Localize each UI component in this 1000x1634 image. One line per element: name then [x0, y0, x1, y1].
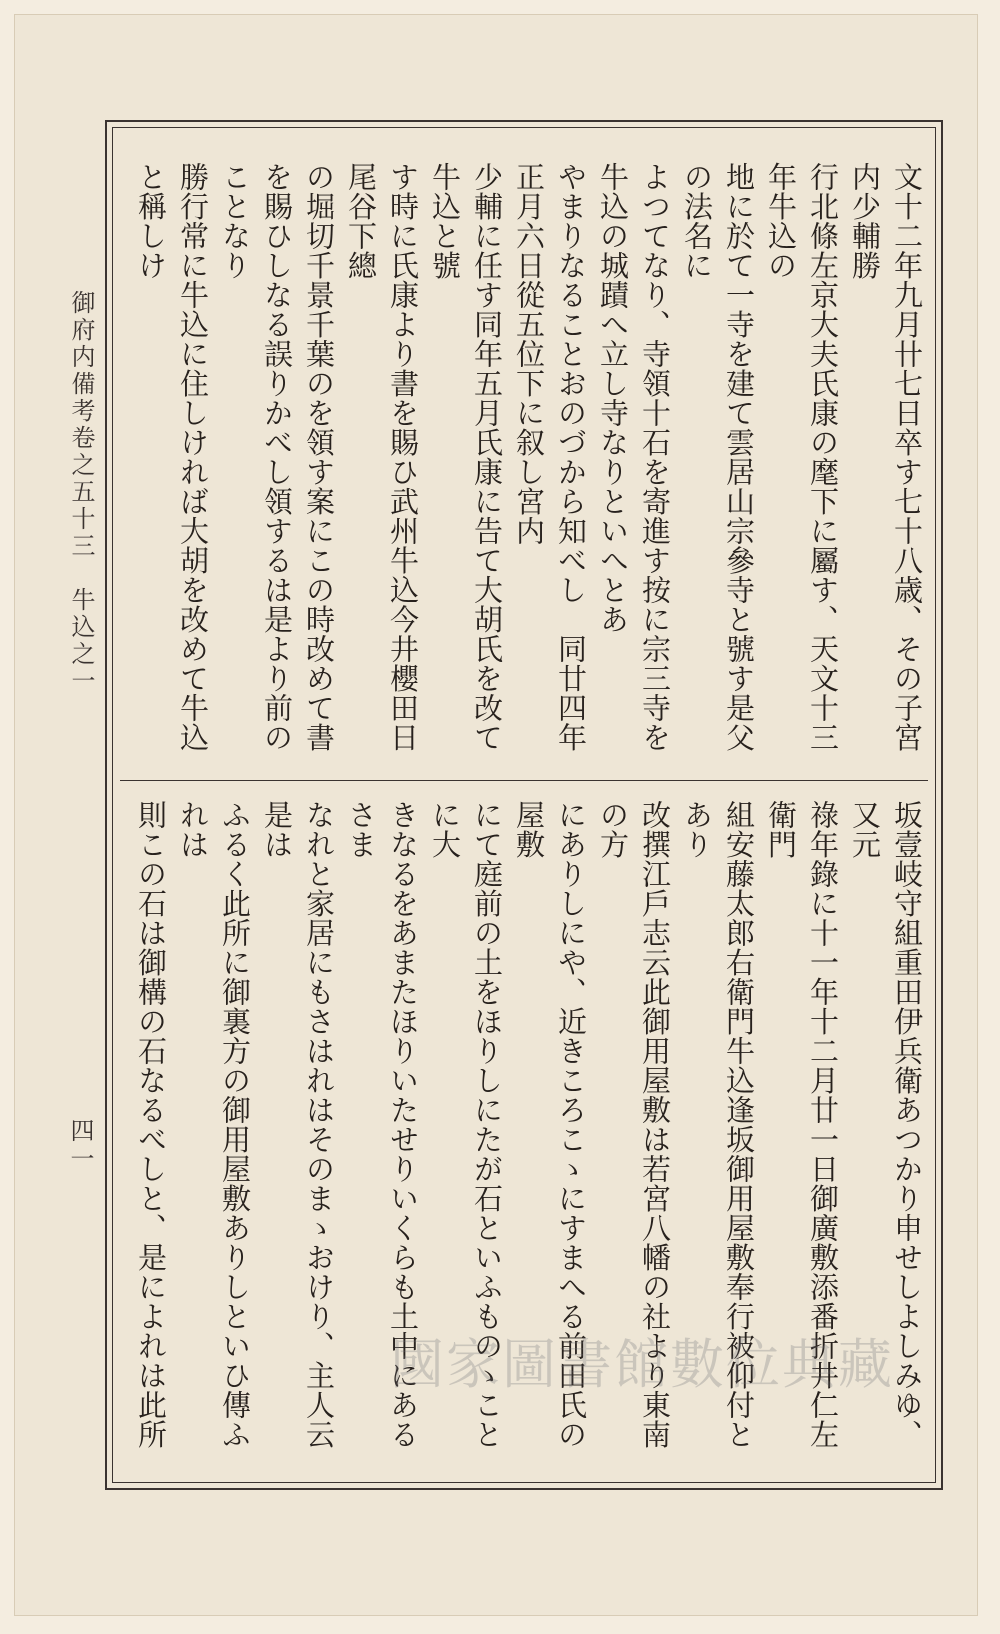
- upper-text-block: [134, 162, 928, 768]
- text-line: にありしにや、近きころこゝにすまへる前田氏の屋敷: [512, 800, 588, 1449]
- text-line: にて庭前の土をほりしにたが石といふものゝことに大: [428, 800, 504, 1449]
- text-line: きなるをあまたほりいたせりいくらも土中にあるさま: [344, 800, 420, 1449]
- text-line: 改撰江戶志云此御用屋敷は若宮八幡の社より東南の方: [596, 800, 672, 1449]
- text-line: なれと家居にもさはれはそのまゝおけり、主人云是は: [260, 800, 336, 1449]
- text-line: ふるく此所に御裏方の御用屋敷ありしといひ傳ふれは: [176, 800, 252, 1449]
- library-watermark: 國家圖書館數位典藏: [390, 1333, 894, 1396]
- running-header: 御府内備考卷之五十三 牛込之一: [67, 290, 95, 695]
- text-line: 勝行常に牛込に住しければ大胡を改めて牛込と稱しけ: [134, 162, 210, 752]
- text-line: 則この石は御構の石なるべしと、是によれは此所: [134, 800, 168, 1449]
- text-line: やまりなることおのづから知べし 同廿四年正月六日從五位下に叙し宮内: [512, 162, 588, 752]
- text-line: 組安藤太郎右衛門牛込逢坂御用屋敷奉行被仰付とあり: [680, 800, 756, 1449]
- text-line: 行北條左京大夫氏康の麾下に屬す、天文十三年牛込の: [764, 162, 840, 752]
- text-line: 文十二年九月卄七日卒す七十八歳、その子宮内少輔勝: [848, 162, 924, 752]
- text-line: 祿年錄に十一年十二月廿一日御廣敷添番折井仁左衛門: [764, 800, 840, 1449]
- text-line: よつてなり、寺領十石を寄進す按に宗三寺を牛込の城蹟へ立し寺なりといへとあ: [596, 162, 672, 752]
- text-line: す時に氏康より書を賜ひ武州牛込今井櫻田日尾谷下總: [344, 162, 420, 752]
- text-line: 地に於て一寺を建て雲居山宗參寺と號す是父の法名に: [680, 162, 756, 752]
- text-line: 少輔に任す同年五月氏康に告て大胡氏を改て牛込と號: [428, 162, 504, 752]
- text-line: の堀切千景千葉のを領す案にこの時改めて書を賜ひしなる誤りかべし領するは是より前のことなり: [218, 162, 336, 752]
- text-line: 坂壹岐守組重田伊兵衛あつかり申せしよしみゆ、又元: [848, 800, 924, 1449]
- page-number: 四一: [66, 1118, 94, 1174]
- column-divider: [120, 780, 928, 781]
